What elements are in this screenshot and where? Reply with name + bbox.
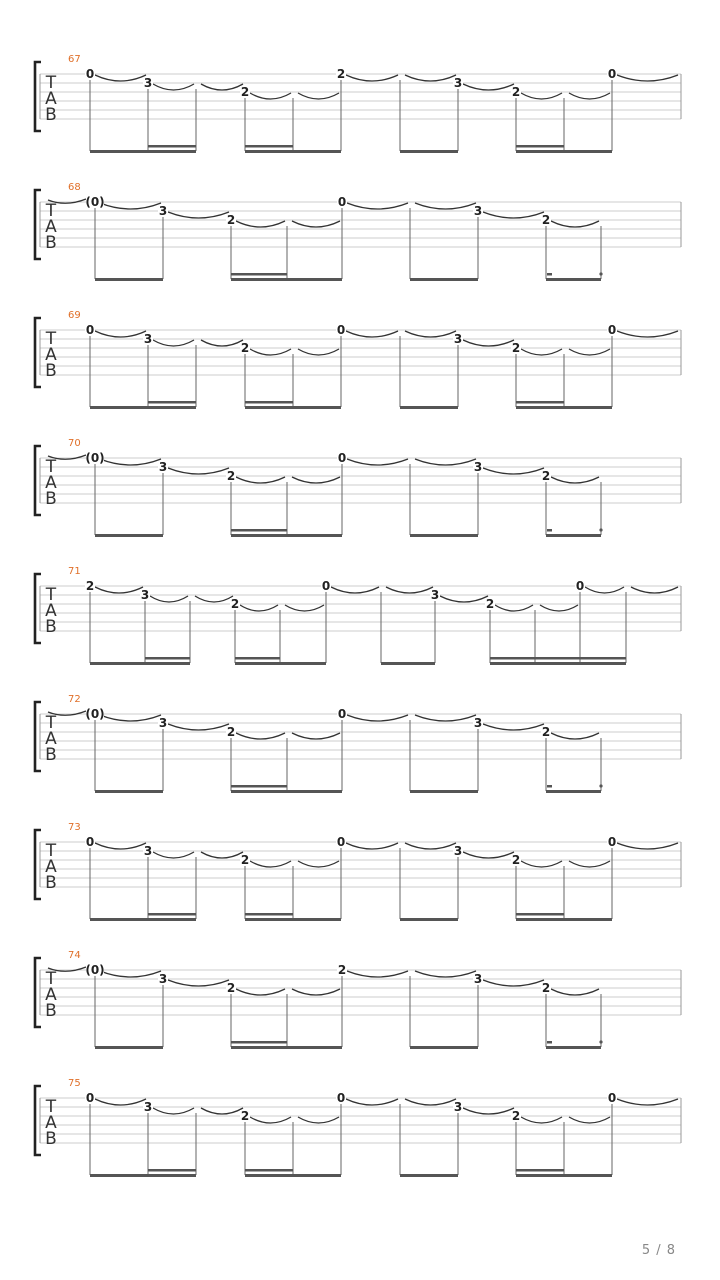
tab-clef-letter: T	[45, 713, 57, 733]
fret-number: 2	[511, 341, 521, 355]
fret-number: 0	[607, 67, 617, 81]
beam	[231, 534, 342, 537]
tab-system	[35, 182, 681, 281]
tie-arc	[250, 93, 291, 99]
beam	[90, 406, 196, 409]
tie-arc	[236, 989, 285, 995]
tie-arc	[463, 84, 514, 90]
tie-arc	[346, 331, 398, 337]
beam	[90, 1174, 196, 1177]
sub-beam	[148, 145, 196, 148]
measure-number: 67	[68, 54, 81, 65]
fret-number: 2	[337, 963, 347, 977]
tie-arc	[347, 459, 408, 465]
tab-clef-letter: B	[45, 489, 57, 509]
tie-arc	[100, 715, 161, 721]
fret-number: 2	[226, 725, 236, 739]
fret-number: (0)	[85, 195, 105, 209]
fret-number: 3	[158, 716, 168, 730]
fret-number: 2	[336, 67, 346, 81]
tie-arc	[168, 468, 229, 474]
tie-arc	[405, 843, 456, 849]
beam	[516, 150, 612, 153]
measure-number: 71	[68, 566, 81, 577]
fret-number: 0	[607, 1091, 617, 1105]
fret-number: 3	[143, 844, 153, 858]
tab-clef-letter: T	[45, 457, 57, 477]
fret-number: 3	[143, 332, 153, 346]
tie-arc	[495, 605, 533, 611]
measure-number: 73	[68, 822, 81, 833]
tab-clef-letter: A	[45, 89, 57, 109]
beam	[516, 406, 612, 409]
beam	[410, 278, 478, 281]
sub-beam	[245, 1169, 293, 1172]
partial-beam	[547, 785, 552, 788]
tie-arc	[521, 1117, 562, 1123]
tab-clef-letter: T	[45, 201, 57, 221]
tie-arc	[521, 861, 562, 867]
tie-arc	[415, 459, 476, 465]
sub-beam	[245, 913, 293, 916]
sub-beam	[145, 657, 190, 660]
fret-number: 0	[607, 835, 617, 849]
tie-arc	[153, 84, 194, 90]
fret-number: 2	[541, 469, 551, 483]
beam	[546, 534, 601, 537]
tie-arc	[569, 93, 610, 99]
fret-number: 0	[336, 835, 346, 849]
tie-arc	[250, 861, 291, 867]
measure-number: 74	[68, 950, 81, 961]
tie-arc	[415, 715, 476, 721]
fret-number: (0)	[85, 451, 105, 465]
tie-arc	[346, 1099, 398, 1105]
fret-number: 2	[226, 213, 236, 227]
sub-beam	[231, 785, 287, 788]
tab-clef-letter: A	[45, 345, 57, 365]
fret-number: 2	[240, 853, 250, 867]
tie-arc	[298, 349, 339, 355]
tie-arc	[168, 212, 229, 218]
fret-number: 0	[85, 67, 95, 81]
tie-arc	[250, 349, 291, 355]
tab-clef-letter: T	[45, 841, 57, 861]
tab-clef-letter: T	[45, 1097, 57, 1117]
partial-beam	[547, 529, 552, 532]
beam	[231, 278, 342, 281]
sub-beam	[148, 913, 196, 916]
tab-system	[35, 566, 681, 665]
tie-arc	[463, 852, 514, 858]
tie-arc	[551, 477, 599, 483]
tie-arc	[100, 203, 161, 209]
sub-beam	[516, 913, 564, 916]
fret-number: 3	[473, 460, 483, 474]
tie-arc	[236, 477, 285, 483]
measure-number: 69	[68, 310, 81, 321]
fret-number: 0	[321, 579, 331, 593]
rhythm-dot	[599, 528, 602, 531]
beam	[400, 150, 458, 153]
tie-arc	[292, 477, 340, 483]
fret-number: 3	[473, 716, 483, 730]
sub-beam	[231, 529, 287, 532]
beam	[245, 406, 341, 409]
sub-beam	[245, 145, 293, 148]
sub-beam	[235, 657, 280, 660]
tie-arc	[415, 203, 476, 209]
tab-clef-letter: A	[45, 985, 57, 1005]
sub-beam	[516, 401, 564, 404]
fret-number: 2	[85, 579, 95, 593]
fret-number: 2	[511, 853, 521, 867]
fret-number: 3	[143, 1100, 153, 1114]
tie-arc	[346, 843, 398, 849]
tie-arc	[347, 203, 408, 209]
tie-arc	[250, 1117, 291, 1123]
tab-clef-letter: A	[45, 601, 57, 621]
fret-number: 3	[453, 1100, 463, 1114]
beam	[95, 790, 163, 793]
tie-arc	[405, 331, 456, 337]
rhythm-dot	[599, 1040, 602, 1043]
fret-number: 2	[226, 469, 236, 483]
fret-number: (0)	[85, 707, 105, 721]
tie-arc	[551, 989, 599, 995]
tie-arc	[617, 1099, 678, 1105]
beam	[546, 278, 601, 281]
tie-arc	[347, 715, 408, 721]
partial-beam	[547, 1041, 552, 1044]
fret-number: 2	[541, 725, 551, 739]
beam	[95, 278, 163, 281]
fret-number: 0	[337, 195, 347, 209]
fret-number: 2	[240, 341, 250, 355]
tab-clef-letter: B	[45, 361, 57, 381]
tab-clef-letter: A	[45, 217, 57, 237]
tab-clef-letter: B	[45, 745, 57, 765]
beam	[231, 790, 342, 793]
fret-number: 2	[541, 981, 551, 995]
tie-arc	[331, 587, 379, 593]
tie-arc	[236, 221, 285, 227]
tie-arc	[95, 331, 146, 337]
tie-arc	[569, 1117, 610, 1123]
measure-number: 72	[68, 694, 81, 705]
tie-arc	[100, 971, 161, 977]
tab-system	[35, 950, 681, 1049]
tie-arc	[405, 75, 456, 81]
tie-arc	[405, 1099, 456, 1105]
beam	[410, 534, 478, 537]
tie-arc	[386, 587, 433, 593]
tie-arc	[100, 459, 161, 465]
sub-beam	[245, 401, 293, 404]
beam	[381, 662, 435, 665]
fret-number: 3	[158, 204, 168, 218]
tie-arc	[463, 1108, 514, 1114]
fret-number: 2	[240, 85, 250, 99]
tab-clef-letter: B	[45, 1129, 57, 1149]
fret-number: 3	[430, 588, 440, 602]
tie-arc	[95, 75, 146, 81]
tie-arc	[150, 596, 188, 602]
tie-arc	[540, 605, 578, 611]
beam	[245, 918, 341, 921]
fret-number: 2	[240, 1109, 250, 1123]
rhythm-dot	[599, 272, 602, 275]
tie-arc	[201, 852, 243, 858]
sub-beam	[231, 273, 287, 276]
beam	[90, 662, 190, 665]
tie-arc	[617, 331, 678, 337]
tie-arc	[346, 75, 398, 81]
measure-number: 68	[68, 182, 81, 193]
tie-arc	[195, 596, 233, 602]
tie-arc	[521, 93, 562, 99]
fret-number: 0	[85, 835, 95, 849]
tie-arc	[463, 340, 514, 346]
beam	[245, 1174, 341, 1177]
beam	[516, 1174, 612, 1177]
tab-system	[35, 54, 681, 153]
partial-beam	[547, 273, 552, 276]
tie-arc	[585, 587, 624, 593]
tab-clef-letter: T	[45, 329, 57, 349]
fret-number: 3	[453, 844, 463, 858]
fret-number: 2	[541, 213, 551, 227]
fret-number: 3	[143, 76, 153, 90]
tie-arc	[483, 980, 544, 986]
tab-system	[35, 694, 681, 793]
tab-clef-letter: T	[45, 969, 57, 989]
tie-arc	[483, 468, 544, 474]
fret-number: 3	[473, 972, 483, 986]
tab-clef-letter: A	[45, 729, 57, 749]
beam	[90, 150, 196, 153]
tab-system	[35, 822, 681, 921]
tie-arc	[483, 724, 544, 730]
tie-arc	[521, 349, 562, 355]
tie-arc	[483, 212, 544, 218]
measure-number: 75	[68, 1078, 81, 1089]
fret-number: 0	[575, 579, 585, 593]
tab-clef-letter: B	[45, 1001, 57, 1021]
tie-arc	[347, 971, 408, 977]
tie-arc	[240, 605, 278, 611]
fret-number: 0	[85, 323, 95, 337]
tie-arc	[569, 861, 610, 867]
fret-number: 3	[140, 588, 150, 602]
sub-beam	[148, 401, 196, 404]
tab-clef-letter: A	[45, 473, 57, 493]
tie-arc	[153, 1108, 194, 1114]
rhythm-dot	[599, 784, 602, 787]
fret-number: 0	[607, 323, 617, 337]
beam	[400, 918, 458, 921]
beam	[546, 790, 601, 793]
tab-clef-letter: T	[45, 73, 57, 93]
tab-clef-letter: B	[45, 233, 57, 253]
fret-number: 2	[230, 597, 240, 611]
tie-arc	[285, 605, 324, 611]
beam	[245, 150, 341, 153]
tie-arc	[617, 843, 678, 849]
tie-arc	[201, 340, 243, 346]
fret-number: 0	[336, 1091, 346, 1105]
tie-arc	[617, 75, 678, 81]
fret-number: 0	[337, 451, 347, 465]
tie-arc	[95, 587, 143, 593]
tie-arc	[551, 221, 599, 227]
beam	[516, 918, 612, 921]
tie-arc	[95, 1099, 146, 1105]
beam	[546, 1046, 601, 1049]
tab-clef-letter: B	[45, 873, 57, 893]
sub-beam	[231, 1041, 287, 1044]
fret-number: 0	[337, 707, 347, 721]
beam	[95, 1046, 163, 1049]
fret-number: 2	[511, 1109, 521, 1123]
tie-arc	[153, 340, 194, 346]
sub-beam	[148, 1169, 196, 1172]
tie-arc	[440, 596, 488, 602]
tab-clef-letter: B	[45, 105, 57, 125]
tab-system	[35, 438, 681, 537]
fret-number: 3	[453, 332, 463, 346]
tie-arc	[551, 733, 599, 739]
fret-number: (0)	[85, 963, 105, 977]
tab-system	[35, 1078, 681, 1177]
fret-number: 0	[336, 323, 346, 337]
tab-clef-letter: B	[45, 617, 57, 637]
tie-arc	[415, 971, 476, 977]
tie-arc	[236, 733, 285, 739]
tie-arc	[292, 989, 340, 995]
tie-arc	[95, 843, 146, 849]
fret-number: 2	[226, 981, 236, 995]
tie-arc	[201, 1108, 243, 1114]
beam	[490, 662, 626, 665]
tie-arc	[153, 852, 194, 858]
tie-arc	[298, 93, 339, 99]
sub-beam	[490, 657, 626, 660]
beam	[235, 662, 326, 665]
tie-arc	[631, 587, 678, 593]
tie-arc	[298, 1117, 339, 1123]
fret-number: 3	[158, 460, 168, 474]
beam	[410, 1046, 478, 1049]
measure-number: 70	[68, 438, 81, 449]
tie-arc	[298, 861, 339, 867]
tie-arc	[292, 733, 340, 739]
beam	[231, 1046, 342, 1049]
tie-arc	[292, 221, 340, 227]
beam	[410, 790, 478, 793]
tie-arc	[569, 349, 610, 355]
tab-clef-letter: T	[45, 585, 57, 605]
beam	[95, 534, 163, 537]
tie-arc	[201, 84, 243, 90]
tie-arc	[168, 724, 229, 730]
fret-number: 0	[85, 1091, 95, 1105]
fret-number: 3	[453, 76, 463, 90]
page-number: 5 / 8	[641, 1243, 676, 1258]
fret-number: 2	[511, 85, 521, 99]
sub-beam	[516, 1169, 564, 1172]
fret-number: 3	[473, 204, 483, 218]
fret-number: 3	[158, 972, 168, 986]
sub-beam	[516, 145, 564, 148]
tab-clef-letter: A	[45, 1113, 57, 1133]
tab-system	[35, 310, 681, 409]
tie-arc	[168, 980, 229, 986]
tab-clef-letter: A	[45, 857, 57, 877]
fret-number: 2	[485, 597, 495, 611]
beam	[90, 918, 196, 921]
beam	[400, 406, 458, 409]
beam	[400, 1174, 458, 1177]
